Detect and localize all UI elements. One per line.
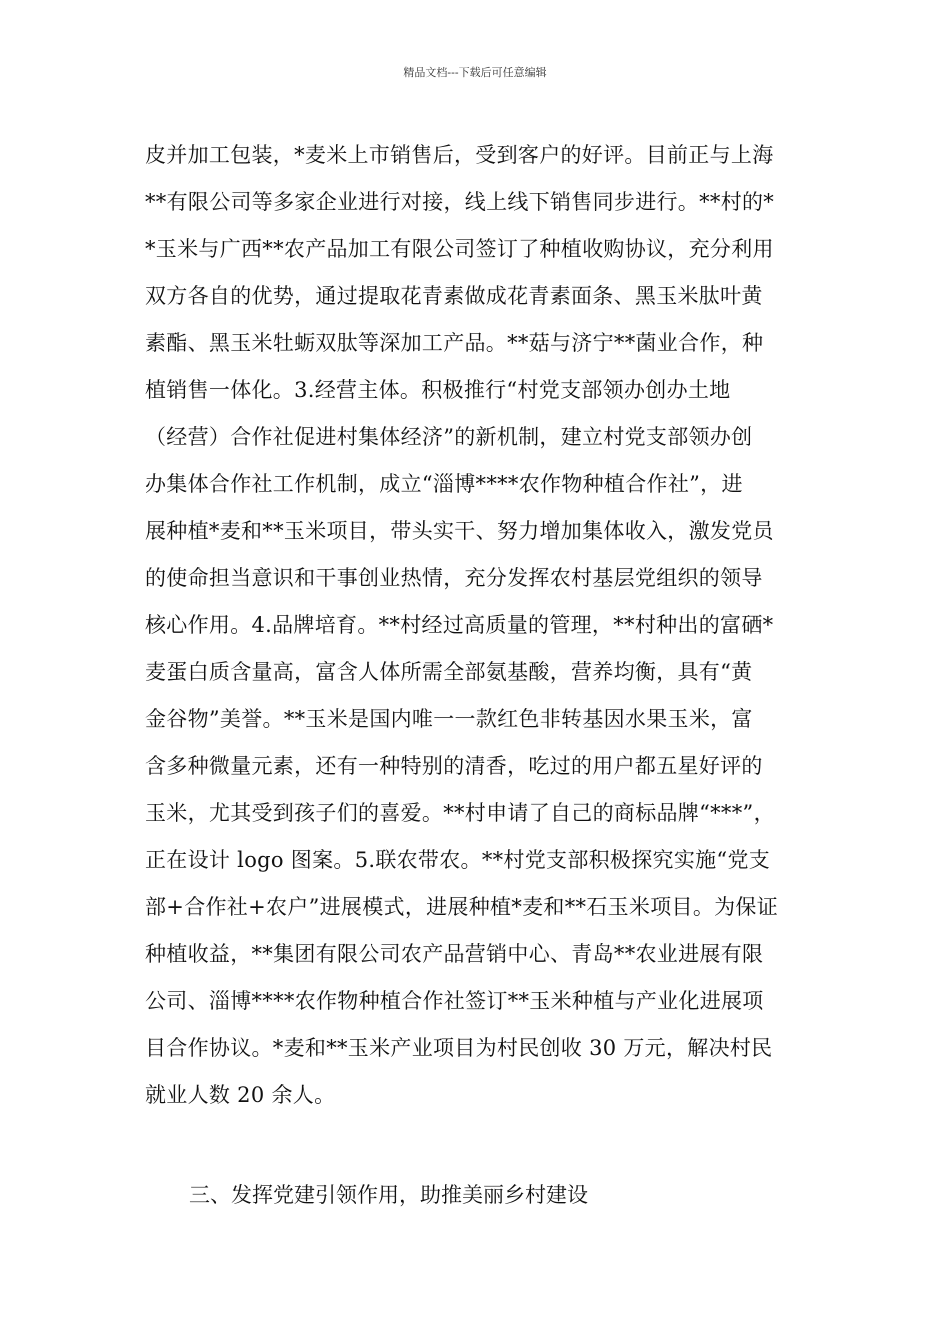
paragraph-line: 玉米，尤其受到孩子们的喜爱。**村申请了自己的商标品牌“***”，	[145, 801, 775, 825]
paragraph-line: 金谷物”美誉。**玉米是国内唯一一款红色非转基因水果玉米，富	[145, 707, 753, 731]
paragraph-line: （经营）合作社促进村集体经济”的新机制，建立村党支部领办创	[145, 425, 753, 449]
body-paragraph	[145, 132, 807, 1119]
section-heading: 三、发挥党建引领作用，助推美丽乡村建设	[189, 1183, 588, 1207]
paragraph-line: 正在设计 logo 图案。5.联农带农。**村党支部积极探究实施“党支	[145, 848, 771, 872]
paragraph-line: 麦蛋白质含量高，富含人体所需全部氨基酸，营养均衡，具有“黄	[145, 660, 753, 684]
paragraph-line: **有限公司等多家企业进行对接，线上线下销售同步进行。**村的*	[145, 190, 775, 214]
paragraph-line: 植销售一体化。3.经营主体。积极推行“村党支部领办创办土地	[145, 378, 731, 402]
paragraph-line: *玉米与广西**农产品加工有限公司签订了种植收购协议，充分利用	[145, 237, 774, 261]
paragraph-line: 的使命担当意识和干事创业热情，充分发挥农村基层党组织的领导	[145, 566, 763, 590]
paragraph-line: 种植收益，**集团有限公司农产品营销中心、青岛**农业进展有限	[145, 942, 764, 966]
paragraph-line: 部+合作社+农户”进展模式，进展种植*麦和**石玉米项目。为保证	[145, 895, 779, 919]
paragraph-line: 素酯、黑玉米牡蛎双肽等深加工产品。**菇与济宁**菌业合作，种	[145, 331, 764, 355]
paragraph-line: 皮并加工包装，*麦米上市销售后，受到客户的好评。目前正与上海	[145, 143, 774, 167]
paragraph-line: 办集体合作社工作机制，成立“淄博****农作物种植合作社”，进	[145, 472, 743, 496]
paragraph-line: 双方各自的优势，通过提取花青素做成花青素面条、黑玉米肽叶黄	[145, 284, 763, 308]
paragraph-line: 目合作协议。*麦和**玉米产业项目为村民创收 30 万元，解决村民	[145, 1036, 773, 1060]
paragraph-line: 展种植*麦和**玉米项目，带头实干、努力增加集体收入，激发党员	[145, 519, 774, 543]
page-header: 精品文档---下载后可任意编辑	[403, 66, 547, 79]
paragraph-line: 就业人数 20 余人。	[145, 1083, 336, 1107]
paragraph-line: 含多种微量元素，还有一种特别的清香，吃过的用户都五星好评的	[145, 754, 763, 778]
paragraph-line: 公司、淄博****农作物种植合作社签订**玉米种植与产业化进展项	[145, 989, 764, 1013]
paragraph-line: 核心作用。4.品牌培育。**村经过高质量的管理，**村种出的富硒*	[145, 613, 774, 637]
